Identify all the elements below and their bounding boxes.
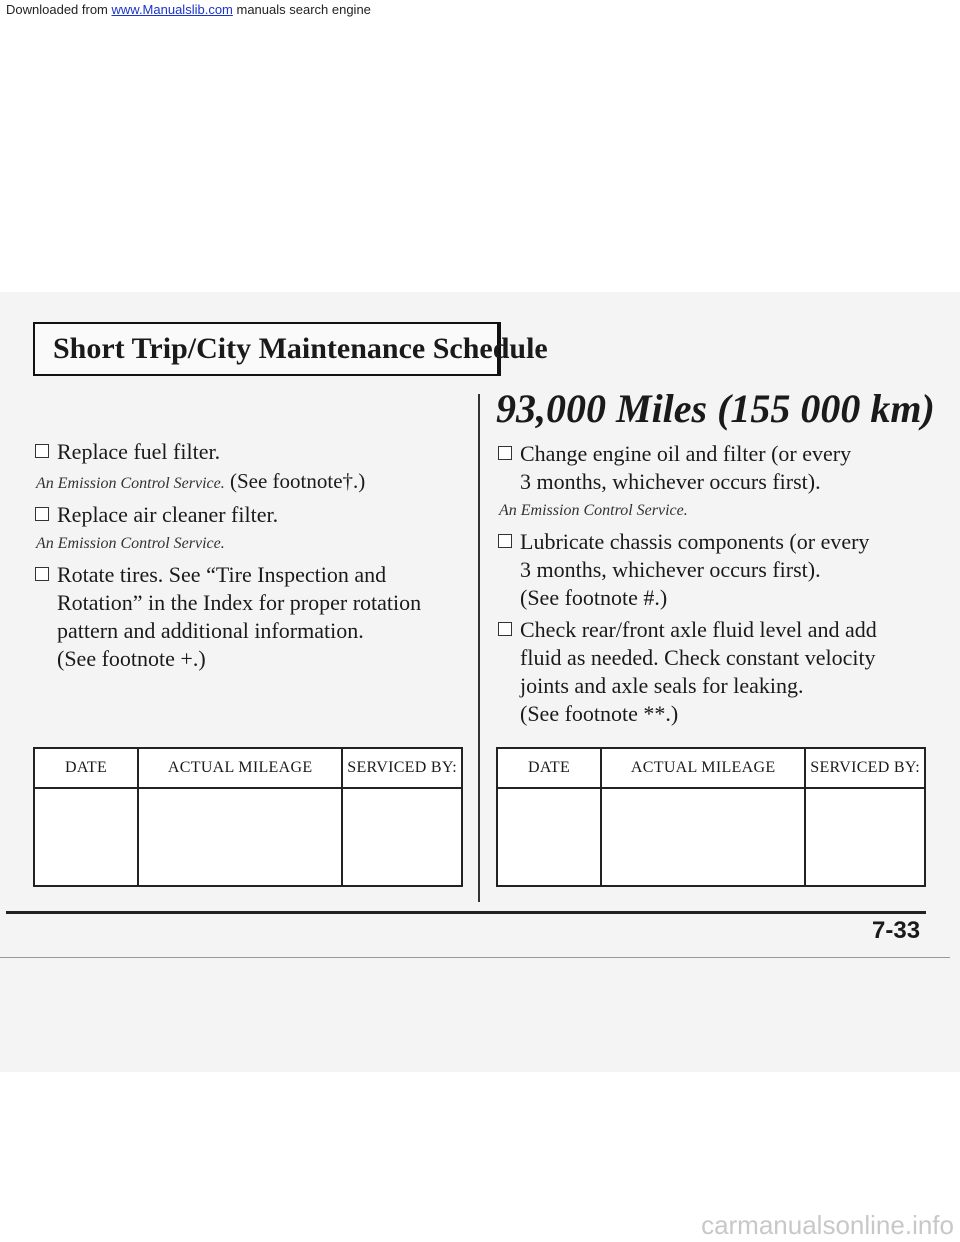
manualslib-link[interactable]: www.Manualslib.com: [111, 2, 233, 17]
mileage-heading: 93,000 Miles (155 000 km): [496, 386, 935, 431]
list-item: [496, 528, 936, 612]
checkbox[interactable]: [35, 507, 49, 521]
section-title: Short Trip/City Maintenance Schedule: [33, 322, 501, 376]
header-serviced-by: SERVICED BY:: [805, 748, 925, 788]
left-column: [33, 438, 473, 673]
mileage-cell[interactable]: [138, 788, 342, 886]
table-row: [34, 788, 462, 886]
column-divider: [478, 394, 480, 902]
table-row: [497, 788, 925, 886]
service-log-table-right: [496, 747, 926, 887]
list-item: [33, 438, 473, 497]
mileage-cell[interactable]: [601, 788, 805, 886]
header-actual-mileage: ACTUAL MILEAGE: [601, 748, 805, 788]
watermark: carmanualsonline.info: [701, 1210, 954, 1240]
item-text: Check rear/front axle fluid level and add fluid as needed. Check constant velocity joints and axle seals for leaking. (See footnote **.): [520, 617, 877, 726]
list-item: [496, 440, 936, 524]
download-source-line: [6, 2, 371, 17]
item-text: Lubricate chassis components (or every 3 months, whichever occurs first). (See footnote #.): [520, 529, 870, 610]
item-text: Replace air cleaner filter.: [57, 502, 279, 527]
download-prefix: Downloaded from: [6, 2, 112, 17]
checkbox[interactable]: [35, 567, 49, 581]
header-serviced-by: SERVICED BY:: [342, 748, 462, 788]
checkbox[interactable]: [498, 446, 512, 460]
footer-rule: [6, 911, 926, 914]
header-date: DATE: [34, 748, 138, 788]
checkbox[interactable]: [498, 622, 512, 636]
checkbox[interactable]: [35, 444, 49, 458]
service-note: An Emission Control Service.: [36, 535, 225, 552]
service-note: An Emission Control Service. (See footnote†.): [36, 469, 366, 493]
table-header-row: [34, 748, 462, 788]
scan-edge-line: [0, 957, 950, 958]
item-text: Rotate tires. See “Tire Inspection and Rotation” in the Index for proper rotation pattern and additional information. (See footnote +.): [57, 562, 422, 671]
service-note: An Emission Control Service.: [499, 502, 688, 519]
service-log-table-left: [33, 747, 463, 887]
table-header-row: [497, 748, 925, 788]
date-cell[interactable]: [34, 788, 138, 886]
serviced-by-cell[interactable]: [805, 788, 925, 886]
list-item: [496, 616, 936, 728]
page-number: 7-33: [872, 917, 921, 944]
header-date: DATE: [497, 748, 601, 788]
list-item: [33, 501, 473, 557]
header-actual-mileage: ACTUAL MILEAGE: [138, 748, 342, 788]
list-item: [33, 561, 473, 673]
date-cell[interactable]: [497, 788, 601, 886]
item-text: Replace fuel filter.: [57, 439, 221, 464]
item-text: Change engine oil and filter (or every 3 months, whichever occurs first).: [520, 441, 852, 494]
right-column: [496, 384, 936, 728]
checkbox[interactable]: [498, 534, 512, 548]
download-suffix: manuals search engine: [232, 2, 371, 17]
serviced-by-cell[interactable]: [342, 788, 462, 886]
